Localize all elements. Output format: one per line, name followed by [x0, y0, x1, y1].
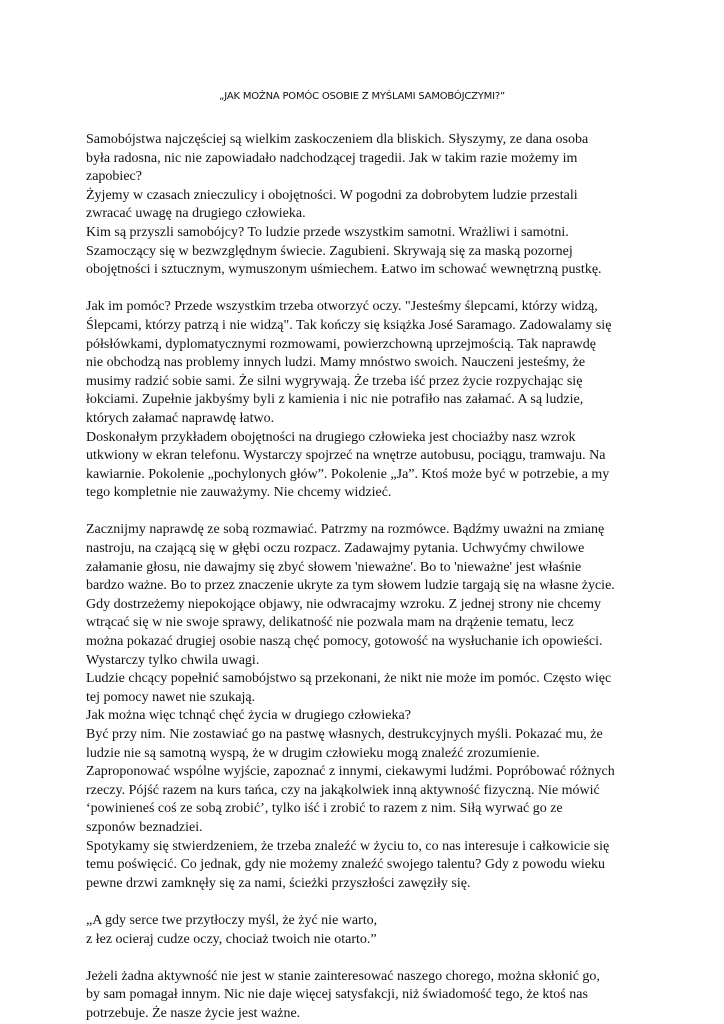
text-line: bardzo ważne. Bo to przez znaczenie ukryte za tym słowem ludzie targają się na własne życie. [86, 578, 615, 594]
text-line: Jeżeli żadna aktywność nie jest w stanie zainteresować naszego chorego, można skłonić go, [86, 968, 600, 984]
text-line: Doskonałym przykładem obojętności na drugiego człowieka jest chociażby nasz wzrok [86, 429, 576, 445]
text-line: półsłówkami, dyplomatycznymi rozmowami, powierzchowną uprzejmością. Tak naprawdę [86, 336, 597, 352]
paragraph [86, 968, 666, 1024]
paragraph [86, 521, 666, 893]
text-line: nie obchodzą nas problemy innych ludzi. Mamy mnóstwo swoich. Nauczeni jesteśmy, że [86, 355, 586, 371]
text-line: Zacznijmy naprawdę ze sobą rozmawiać. Patrzmy na rozmówce. Bądźmy uważni na zmianę [86, 522, 605, 538]
paragraph-gap [86, 280, 666, 299]
text-line: Wystarczy tylko chwila uwagi. [86, 652, 260, 668]
text-line: temu poświęcić. Co jednak, gdy nie możemy znaleźć swojego talentu? Gdy z powodu wieku [86, 857, 606, 873]
text-line: łokciami. Zupełnie jakbyśmy byli z kamienia i nic nie potrafiło nas załamać. A są ludzie, [86, 392, 584, 408]
text-line: Zaproponować wspólne wyjście, zapoznać z innymi, ciekawymi ludźmi. Popróbować różnych [86, 764, 615, 780]
text-line: zapobiec? [86, 169, 142, 185]
text-line: szponów beznadziei. [86, 819, 203, 835]
text-line: Kim są przyszli samobójcy? To ludzie przede wszystkim samotni. Wrażliwi i samotni. [86, 224, 569, 240]
text-line: musimy radzić sobie sami. Że silni wygrywają. Że trzeba iść przez życie rozpychając się [86, 373, 583, 389]
text-line: Jak im pomóc? Przede wszystkim trzeba otworzyć oczy. "Jesteśmy ślepcami, którzy widzą, [86, 299, 598, 315]
text-line: można pokazać drugiej osobie naszą chęć pomocy, gotowość na wysłuchanie ich opowieści. [86, 634, 603, 650]
text-line: potrzebuje. Że nasze życie jest ważne. [86, 1005, 301, 1021]
text-line: „A gdy serce twe przytłoczy myśl, że żyć nie warto, [86, 912, 378, 928]
text-line: utkwiony w ekran telefonu. Wystarczy spojrzeć na wnętrze autobusu, pociągu, tramwaju. Na [86, 448, 606, 464]
paragraph [86, 912, 666, 949]
text-line: Jak można więc tchnąć chęć życia w drugiego człowieka? [86, 708, 411, 724]
document-body [86, 131, 666, 1024]
text-line: obojętności i sztucznym, wymuszonym uśmiechem. Łatwo im schować wewnętrzną pustkę. [86, 262, 602, 278]
text-line: Ludzie chcący popełnić samobójstwo są przekonani, że nikt nie może im pomóc. Często więc [86, 671, 612, 687]
document-title: „JAK MOŻNA POMÓC OSOBIE Z MYŚLAMI SAMOBÓJCZYMI?” [219, 91, 505, 102]
text-line: ‘powinieneś coś ze sobą zrobić’, tylko iść i zrobić to razem z nim. Siłą wyrwać go ze [86, 801, 563, 817]
text-line: zwracać uwagę na drugiego człowieka. [86, 206, 306, 222]
text-line: Być przy nim. Nie zostawiać go na pastwę własnych, destrukcyjnych myśli. Pokazać mu, że [86, 727, 603, 742]
paragraph-gap [86, 503, 666, 522]
text-line: tej pomocy nawet nie szukają. [86, 689, 256, 705]
text-line: pewne drzwi zamknęły się za nami, ścieżki przyszłości zawęziły się. [86, 875, 471, 891]
text-line: z łez ocieraj cudze oczy, chociaż twoich nie otarto.” [86, 931, 377, 947]
text-line: nastroju, na czającą się w głębi oczu rozpacz. Zadawajmy pytania. Uchwyćmy chwilowe [86, 541, 585, 557]
text-line: których załamać naprawdę łatwo. [86, 410, 275, 426]
text-line: kawiarnie. Pokolenie „pochylonych głów”. Pokolenie „Ja”. Ktoś może być w potrzebie, a my [86, 466, 610, 482]
text-line: Ślepcami, którzy patrzą i nie widzą". Tak kończy się książka José Saramago. Zadowalamy się [86, 317, 612, 333]
text-line: załamanie głosu, nie dawajmy się zbyć słowem 'nieważne'. Bo to 'nieważne' jest właśnie [86, 559, 582, 575]
text-line: Żyjemy w czasach znieczulicy i obojętności. W pogodni za dobrobytem ludzie przestali [86, 187, 578, 203]
paragraph-gap [86, 893, 666, 912]
text-line: rzeczy. Pójść razem na kurs tańca, czy na jakąkolwiek inną aktywność fizyczną. Nie mówić [86, 782, 600, 798]
text-line: Szamoczący się w bezwzględnym świecie. Zagubieni. Skrywają się za maską pozornej [86, 243, 573, 259]
text-line: tego kompletnie nie zauważymy. Nie chcemy widzieć. [86, 485, 392, 501]
paragraph-gap [86, 949, 666, 968]
text-line: Spotykamy się stwierdzeniem, że trzeba znaleźć w życiu to, co nas interesuje i całkowicie się [86, 838, 610, 854]
text-line: wtrącać się w nie swoje sprawy, delikatność nie pozwala mam na drążenie tematu, lecz [86, 615, 574, 631]
paragraph [86, 131, 666, 280]
text-line: ludzie nie są samotną wyspą, że w drugim człowieku mogą znaleźć zrozumienie. [86, 745, 540, 761]
text-line: była radosna, nic nie zapowiadało nadchodzącej tragedii. Jak w takim razie możemy im [86, 150, 578, 166]
text-line: by sam pomagał innym. Nic nie daje więcej satysfakcji, niż świadomość tego, że ktoś nas [86, 987, 588, 1003]
text-line: Gdy dostrzeżemy niepokojące objawy, nie odwracajmy wzroku. Z jednej strony nie chcemy [86, 596, 601, 612]
text-line: Samobójstwa najczęściej są wielkim zaskoczeniem dla bliskich. Słyszymy, ze dana osoba [86, 132, 589, 147]
paragraph [86, 298, 666, 503]
